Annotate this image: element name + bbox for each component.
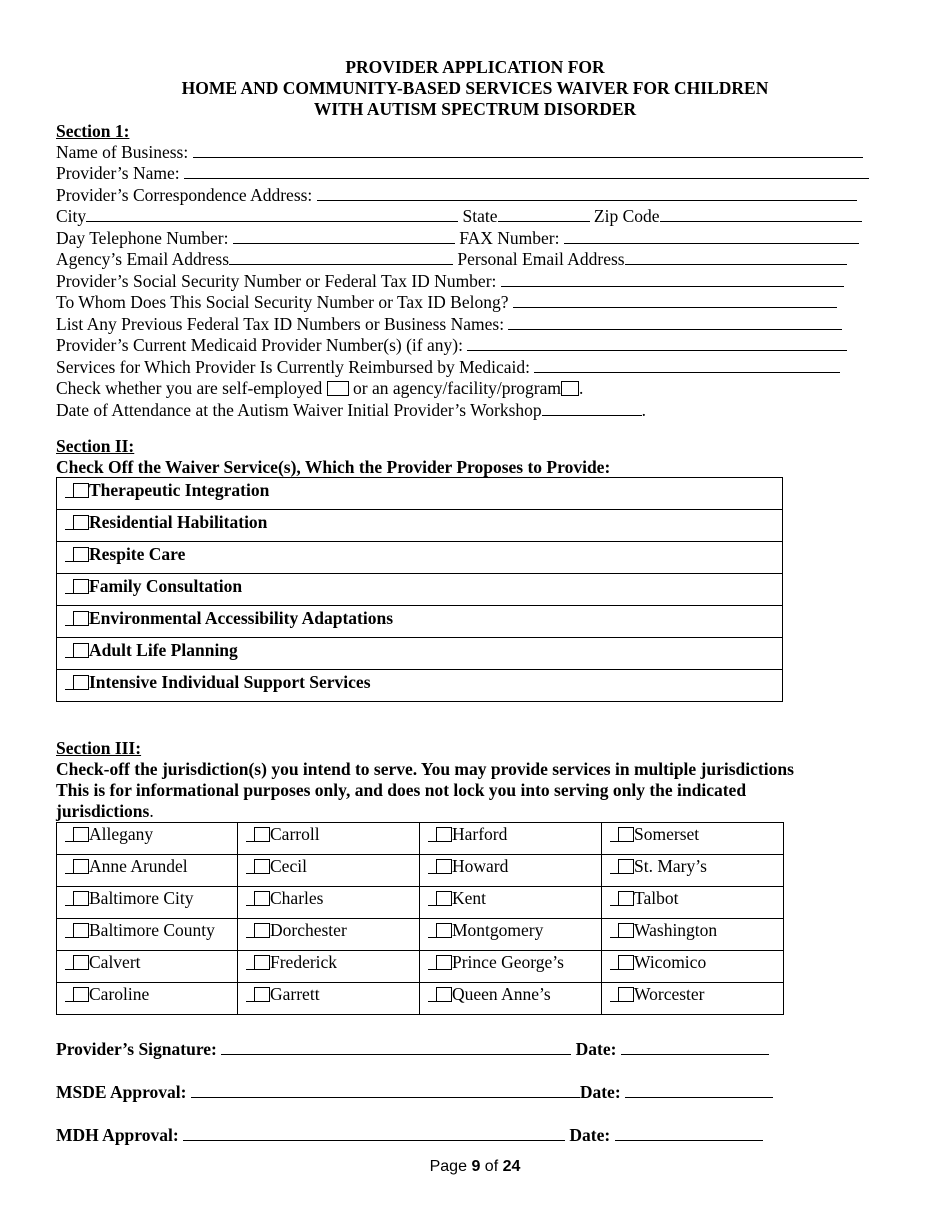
jurisdiction-cell — [238, 887, 420, 919]
name-of-business-label: Name of Business: — [56, 142, 189, 162]
service-label: Adult Life Planning — [89, 640, 238, 660]
agency-email-field[interactable] — [229, 249, 453, 265]
checkbox-underline — [428, 955, 436, 970]
jurisdiction-checkbox-kent[interactable] — [436, 891, 452, 906]
providers-name-row — [56, 163, 869, 184]
jurisdiction-checkbox-st-marys[interactable] — [618, 859, 634, 874]
checkbox-underline — [246, 859, 254, 874]
jurisdiction-label: Talbot — [634, 888, 679, 908]
jurisdiction-label: Calvert — [89, 952, 141, 972]
medicaid-numbers-field[interactable] — [467, 335, 847, 351]
jurisdiction-label: Frederick — [270, 952, 338, 972]
jurisdiction-cell — [57, 855, 238, 887]
jurisdiction-cell — [602, 823, 784, 855]
workshop-date-period: . — [641, 400, 646, 420]
jurisdiction-checkbox-howard[interactable] — [436, 859, 452, 874]
day-telephone-label: Day Telephone Number: — [56, 228, 229, 248]
msde-approval-label: MSDE Approval: — [56, 1082, 187, 1102]
mdh-approval-field[interactable] — [183, 1125, 565, 1141]
section-3-instruction-line-3 — [56, 801, 154, 822]
msde-approval-date-field[interactable] — [625, 1082, 773, 1098]
checkbox-underline — [65, 859, 73, 874]
service-checkbox-environmental-accessibility-adaptations[interactable] — [73, 611, 89, 626]
jurisdiction-checkbox-queen-annes[interactable] — [436, 987, 452, 1002]
checkbox-underline — [246, 827, 254, 842]
previous-tax-ids-label: List Any Previous Federal Tax ID Numbers or Business Names: — [56, 314, 505, 334]
jurisdiction-cell — [420, 919, 602, 951]
section-2-heading: Section II: — [56, 436, 135, 456]
service-label: Therapeutic Integration — [89, 480, 270, 500]
checkbox-underline — [65, 515, 73, 530]
ssn-tax-id-row — [56, 271, 844, 292]
services-reimbursed-row — [56, 357, 840, 378]
service-row — [57, 542, 783, 574]
previous-tax-ids-field[interactable] — [508, 314, 842, 330]
correspondence-address-row — [56, 185, 857, 206]
jurisdiction-cell — [420, 983, 602, 1015]
checkbox-underline — [246, 987, 254, 1002]
jurisdiction-cell — [602, 855, 784, 887]
jurisdiction-cell — [602, 919, 784, 951]
jurisdiction-checkbox-washington[interactable] — [618, 923, 634, 938]
section-3-instruction-line-2: This is for informational purposes only, and does not lock you into serving only the indicated — [56, 780, 747, 800]
to-whom-field[interactable] — [513, 292, 837, 308]
service-checkbox-family-consultation[interactable] — [73, 579, 89, 594]
jurisdiction-checkbox-dorchester[interactable] — [254, 923, 270, 938]
checkbox-underline — [65, 579, 73, 594]
to-whom-row — [56, 292, 837, 313]
jurisdiction-checkbox-worcester[interactable] — [618, 987, 634, 1002]
service-cell — [57, 670, 783, 702]
jurisdiction-cell — [57, 823, 238, 855]
jurisdiction-label: Cecil — [270, 856, 307, 876]
checkbox-underline — [610, 859, 618, 874]
fax-number-label: FAX Number: — [459, 228, 560, 248]
checkbox-underline — [610, 891, 618, 906]
checkbox-underline — [610, 955, 618, 970]
zip-code-label: Zip Code — [593, 206, 660, 226]
checkbox-underline — [610, 923, 618, 938]
city-field[interactable] — [86, 206, 458, 222]
checkbox-underline — [65, 547, 73, 562]
jurisdiction-label: Allegany — [89, 824, 154, 844]
name-of-business-row — [56, 142, 863, 163]
provider-signature-field[interactable] — [221, 1039, 571, 1055]
providers-name-label: Provider’s Name: — [56, 163, 180, 183]
service-row — [57, 638, 783, 670]
jurisdiction-checkbox-talbot[interactable] — [618, 891, 634, 906]
previous-tax-ids-row — [56, 314, 842, 335]
service-row — [57, 510, 783, 542]
jurisdiction-checkbox-anne-arundel[interactable] — [73, 859, 89, 874]
checkbox-underline — [65, 923, 73, 938]
day-telephone-field[interactable] — [233, 228, 455, 244]
checkbox-underline — [65, 891, 73, 906]
jurisdiction-cell — [238, 823, 420, 855]
email-row — [56, 249, 847, 270]
workshop-date-field[interactable] — [542, 400, 642, 416]
checkbox-underline — [65, 827, 73, 842]
checkbox-underline — [65, 611, 73, 626]
self-employed-label: Check whether you are self-employed — [56, 378, 323, 398]
title-line-2: HOME AND COMMUNITY-BASED SERVICES WAIVER FOR CHILDREN — [181, 78, 769, 98]
jurisdiction-checkbox-cecil[interactable] — [254, 859, 270, 874]
personal-email-label: Personal Email Address — [457, 249, 625, 269]
self-employed-row — [56, 378, 583, 399]
jurisdiction-cell — [420, 855, 602, 887]
msde-approval-field[interactable] — [191, 1082, 580, 1098]
jurisdiction-checkbox-caroline[interactable] — [73, 987, 89, 1002]
services-reimbursed-field[interactable] — [534, 357, 840, 373]
provider-signature-date-field[interactable] — [621, 1039, 769, 1055]
jurisdictions-table — [56, 822, 784, 1015]
jurisdiction-cell — [238, 951, 420, 983]
service-checkbox-residential-habilitation[interactable] — [73, 515, 89, 530]
checkbox-underline — [610, 987, 618, 1002]
service-label: Respite Care — [89, 544, 186, 564]
checkbox-underline — [428, 987, 436, 1002]
service-row — [57, 574, 783, 606]
jurisdiction-label: Kent — [452, 888, 487, 908]
medicaid-numbers-label: Provider’s Current Medicaid Provider Number(s) (if any): — [56, 335, 463, 355]
checkbox-underline — [65, 643, 73, 658]
ssn-tax-id-field[interactable] — [501, 271, 844, 287]
self-employed-checkbox[interactable] — [327, 381, 349, 396]
jurisdiction-row — [57, 983, 784, 1015]
page-total: 24 — [502, 1158, 521, 1175]
jurisdiction-checkbox-frederick[interactable] — [254, 955, 270, 970]
provider-signature-date-label: Date: — [575, 1039, 617, 1059]
jurisdiction-checkbox-allegany[interactable] — [73, 827, 89, 842]
checkbox-underline — [65, 955, 73, 970]
jurisdiction-checkbox-montgomery[interactable] — [436, 923, 452, 938]
service-checkbox-intensive-individual-support-services[interactable] — [73, 675, 89, 690]
providers-name-field[interactable] — [184, 163, 869, 179]
section-1-heading: Section 1: — [56, 121, 130, 141]
checkbox-underline — [65, 483, 73, 498]
city-state-zip-row — [56, 206, 862, 227]
agency-checkbox[interactable] — [561, 381, 579, 396]
service-row — [57, 478, 783, 510]
state-label: State — [462, 206, 498, 226]
jurisdiction-label: St. Mary’s — [634, 856, 707, 876]
provider-signature-row — [56, 1039, 769, 1060]
jurisdiction-checkbox-charles[interactable] — [254, 891, 270, 906]
jurisdiction-cell — [602, 951, 784, 983]
jurisdiction-cell — [238, 919, 420, 951]
jurisdiction-cell — [238, 855, 420, 887]
checkbox-underline — [428, 827, 436, 842]
service-checkbox-respite-care[interactable] — [73, 547, 89, 562]
service-label: Residential Habilitation — [89, 512, 268, 532]
jurisdiction-row — [57, 887, 784, 919]
page-current: 9 — [471, 1158, 481, 1175]
jurisdiction-checkbox-calvert[interactable] — [73, 955, 89, 970]
service-cell — [57, 478, 783, 510]
checkbox-underline — [65, 675, 73, 690]
name-of-business-field[interactable] — [193, 142, 863, 158]
ssn-tax-id-label: Provider’s Social Security Number or Federal Tax ID Number: — [56, 271, 497, 291]
service-checkbox-adult-life-planning[interactable] — [73, 643, 89, 658]
checkbox-underline — [428, 923, 436, 938]
jurisdiction-label: Wicomico — [634, 952, 707, 972]
jurisdiction-checkbox-carroll[interactable] — [254, 827, 270, 842]
jurisdiction-row — [57, 855, 784, 887]
jurisdiction-checkbox-prince-georges[interactable] — [436, 955, 452, 970]
workshop-date-row — [56, 400, 646, 421]
checkbox-underline — [428, 859, 436, 874]
section-2-instruction: Check Off the Waiver Service(s), Which the Provider Proposes to Provide: — [56, 457, 611, 477]
correspondence-address-field[interactable] — [317, 185, 857, 201]
service-label: Intensive Individual Support Services — [89, 672, 371, 692]
title-line-1: PROVIDER APPLICATION FOR — [345, 57, 605, 77]
to-whom-label: To Whom Does This Social Security Number or Tax ID Belong? — [56, 292, 509, 312]
service-cell — [57, 542, 783, 574]
mdh-approval-row — [56, 1125, 763, 1146]
jurisdiction-checkbox-garrett[interactable] — [254, 987, 270, 1002]
jurisdiction-label: Caroline — [89, 984, 150, 1004]
section-3-heading: Section III: — [56, 738, 142, 758]
service-label: Environmental Accessibility Adaptations — [89, 608, 394, 628]
checkbox-underline — [428, 891, 436, 906]
jurisdiction-label: Worcester — [634, 984, 705, 1004]
self-employed-period: . — [579, 378, 584, 398]
checkbox-underline — [65, 987, 73, 1002]
page-of: of — [484, 1158, 499, 1175]
page-prefix: Page — [429, 1158, 467, 1175]
jurisdiction-cell — [57, 983, 238, 1015]
jurisdiction-row — [57, 823, 784, 855]
jurisdiction-cell — [420, 951, 602, 983]
jurisdiction-cell — [602, 887, 784, 919]
service-label: Family Consultation — [89, 576, 243, 596]
section-3-instruction-line-3-text: jurisdictions — [56, 801, 150, 821]
section-3-instruction-line-1: Check-off the jurisdiction(s) you intend to serve. You may provide services in multiple jurisdictions — [56, 759, 794, 779]
mdh-approval-date-label: Date: — [569, 1125, 611, 1145]
msde-approval-row — [56, 1082, 773, 1103]
state-field[interactable] — [498, 206, 590, 222]
workshop-date-label: Date of Attendance at the Autism Waiver Initial Provider’s Workshop — [56, 400, 542, 420]
mdh-approval-date-field[interactable] — [615, 1125, 763, 1141]
jurisdiction-checkbox-harford[interactable] — [436, 827, 452, 842]
checkbox-underline — [246, 891, 254, 906]
jurisdiction-cell — [238, 983, 420, 1015]
jurisdiction-row — [57, 919, 784, 951]
jurisdiction-label: Montgomery — [452, 920, 544, 940]
msde-approval-date-label: Date: — [579, 1082, 621, 1102]
jurisdiction-cell — [57, 887, 238, 919]
service-cell — [57, 510, 783, 542]
agency-label: or an agency/facility/program — [353, 378, 562, 398]
page-number — [0, 1158, 950, 1176]
service-cell — [57, 638, 783, 670]
jurisdiction-label: Baltimore City — [89, 888, 194, 908]
service-row — [57, 670, 783, 702]
checkbox-underline — [246, 955, 254, 970]
services-reimbursed-label: Services for Which Provider Is Currently Reimbursed by Medicaid: — [56, 357, 531, 377]
city-label: City — [56, 206, 87, 226]
service-cell — [57, 574, 783, 606]
jurisdiction-checkbox-somerset[interactable] — [618, 827, 634, 842]
jurisdiction-label: Harford — [452, 824, 508, 844]
zip-code-field[interactable] — [660, 206, 862, 222]
correspondence-address-label: Provider’s Correspondence Address: — [56, 185, 313, 205]
agency-email-label: Agency’s Email Address — [56, 249, 230, 269]
jurisdiction-checkbox-wicomico[interactable] — [618, 955, 634, 970]
jurisdiction-cell — [57, 919, 238, 951]
title-line-3: WITH AUTISM SPECTRUM DISORDER — [313, 99, 637, 119]
checkbox-underline — [610, 827, 618, 842]
mdh-approval-label: MDH Approval: — [56, 1125, 179, 1145]
jurisdiction-checkbox-baltimore-county[interactable] — [73, 923, 89, 938]
personal-email-field[interactable] — [625, 249, 847, 265]
jurisdiction-label: Queen Anne’s — [452, 984, 551, 1004]
jurisdiction-label: Washington — [634, 920, 718, 940]
service-row — [57, 606, 783, 638]
jurisdiction-cell — [602, 983, 784, 1015]
jurisdiction-cell — [420, 823, 602, 855]
jurisdiction-label: Charles — [270, 888, 324, 908]
jurisdiction-checkbox-baltimore-city[interactable] — [73, 891, 89, 906]
checkbox-underline — [246, 923, 254, 938]
jurisdiction-label: Garrett — [270, 984, 320, 1004]
jurisdiction-label: Carroll — [270, 824, 320, 844]
jurisdiction-label: Prince George’s — [452, 952, 564, 972]
jurisdiction-row — [57, 951, 784, 983]
jurisdiction-label: Howard — [452, 856, 509, 876]
telephone-fax-row — [56, 228, 859, 249]
jurisdiction-label: Dorchester — [270, 920, 347, 940]
medicaid-numbers-row — [56, 335, 847, 356]
service-checkbox-therapeutic-integration[interactable] — [73, 483, 89, 498]
jurisdiction-label: Baltimore County — [89, 920, 215, 940]
services-table — [56, 477, 783, 702]
section-3-instruction-period: . — [149, 801, 154, 821]
provider-signature-label: Provider’s Signature: — [56, 1039, 217, 1059]
jurisdiction-label: Somerset — [634, 824, 700, 844]
service-cell — [57, 606, 783, 638]
jurisdiction-cell — [420, 887, 602, 919]
fax-number-field[interactable] — [564, 228, 859, 244]
jurisdiction-label: Anne Arundel — [89, 856, 188, 876]
jurisdiction-cell — [57, 951, 238, 983]
